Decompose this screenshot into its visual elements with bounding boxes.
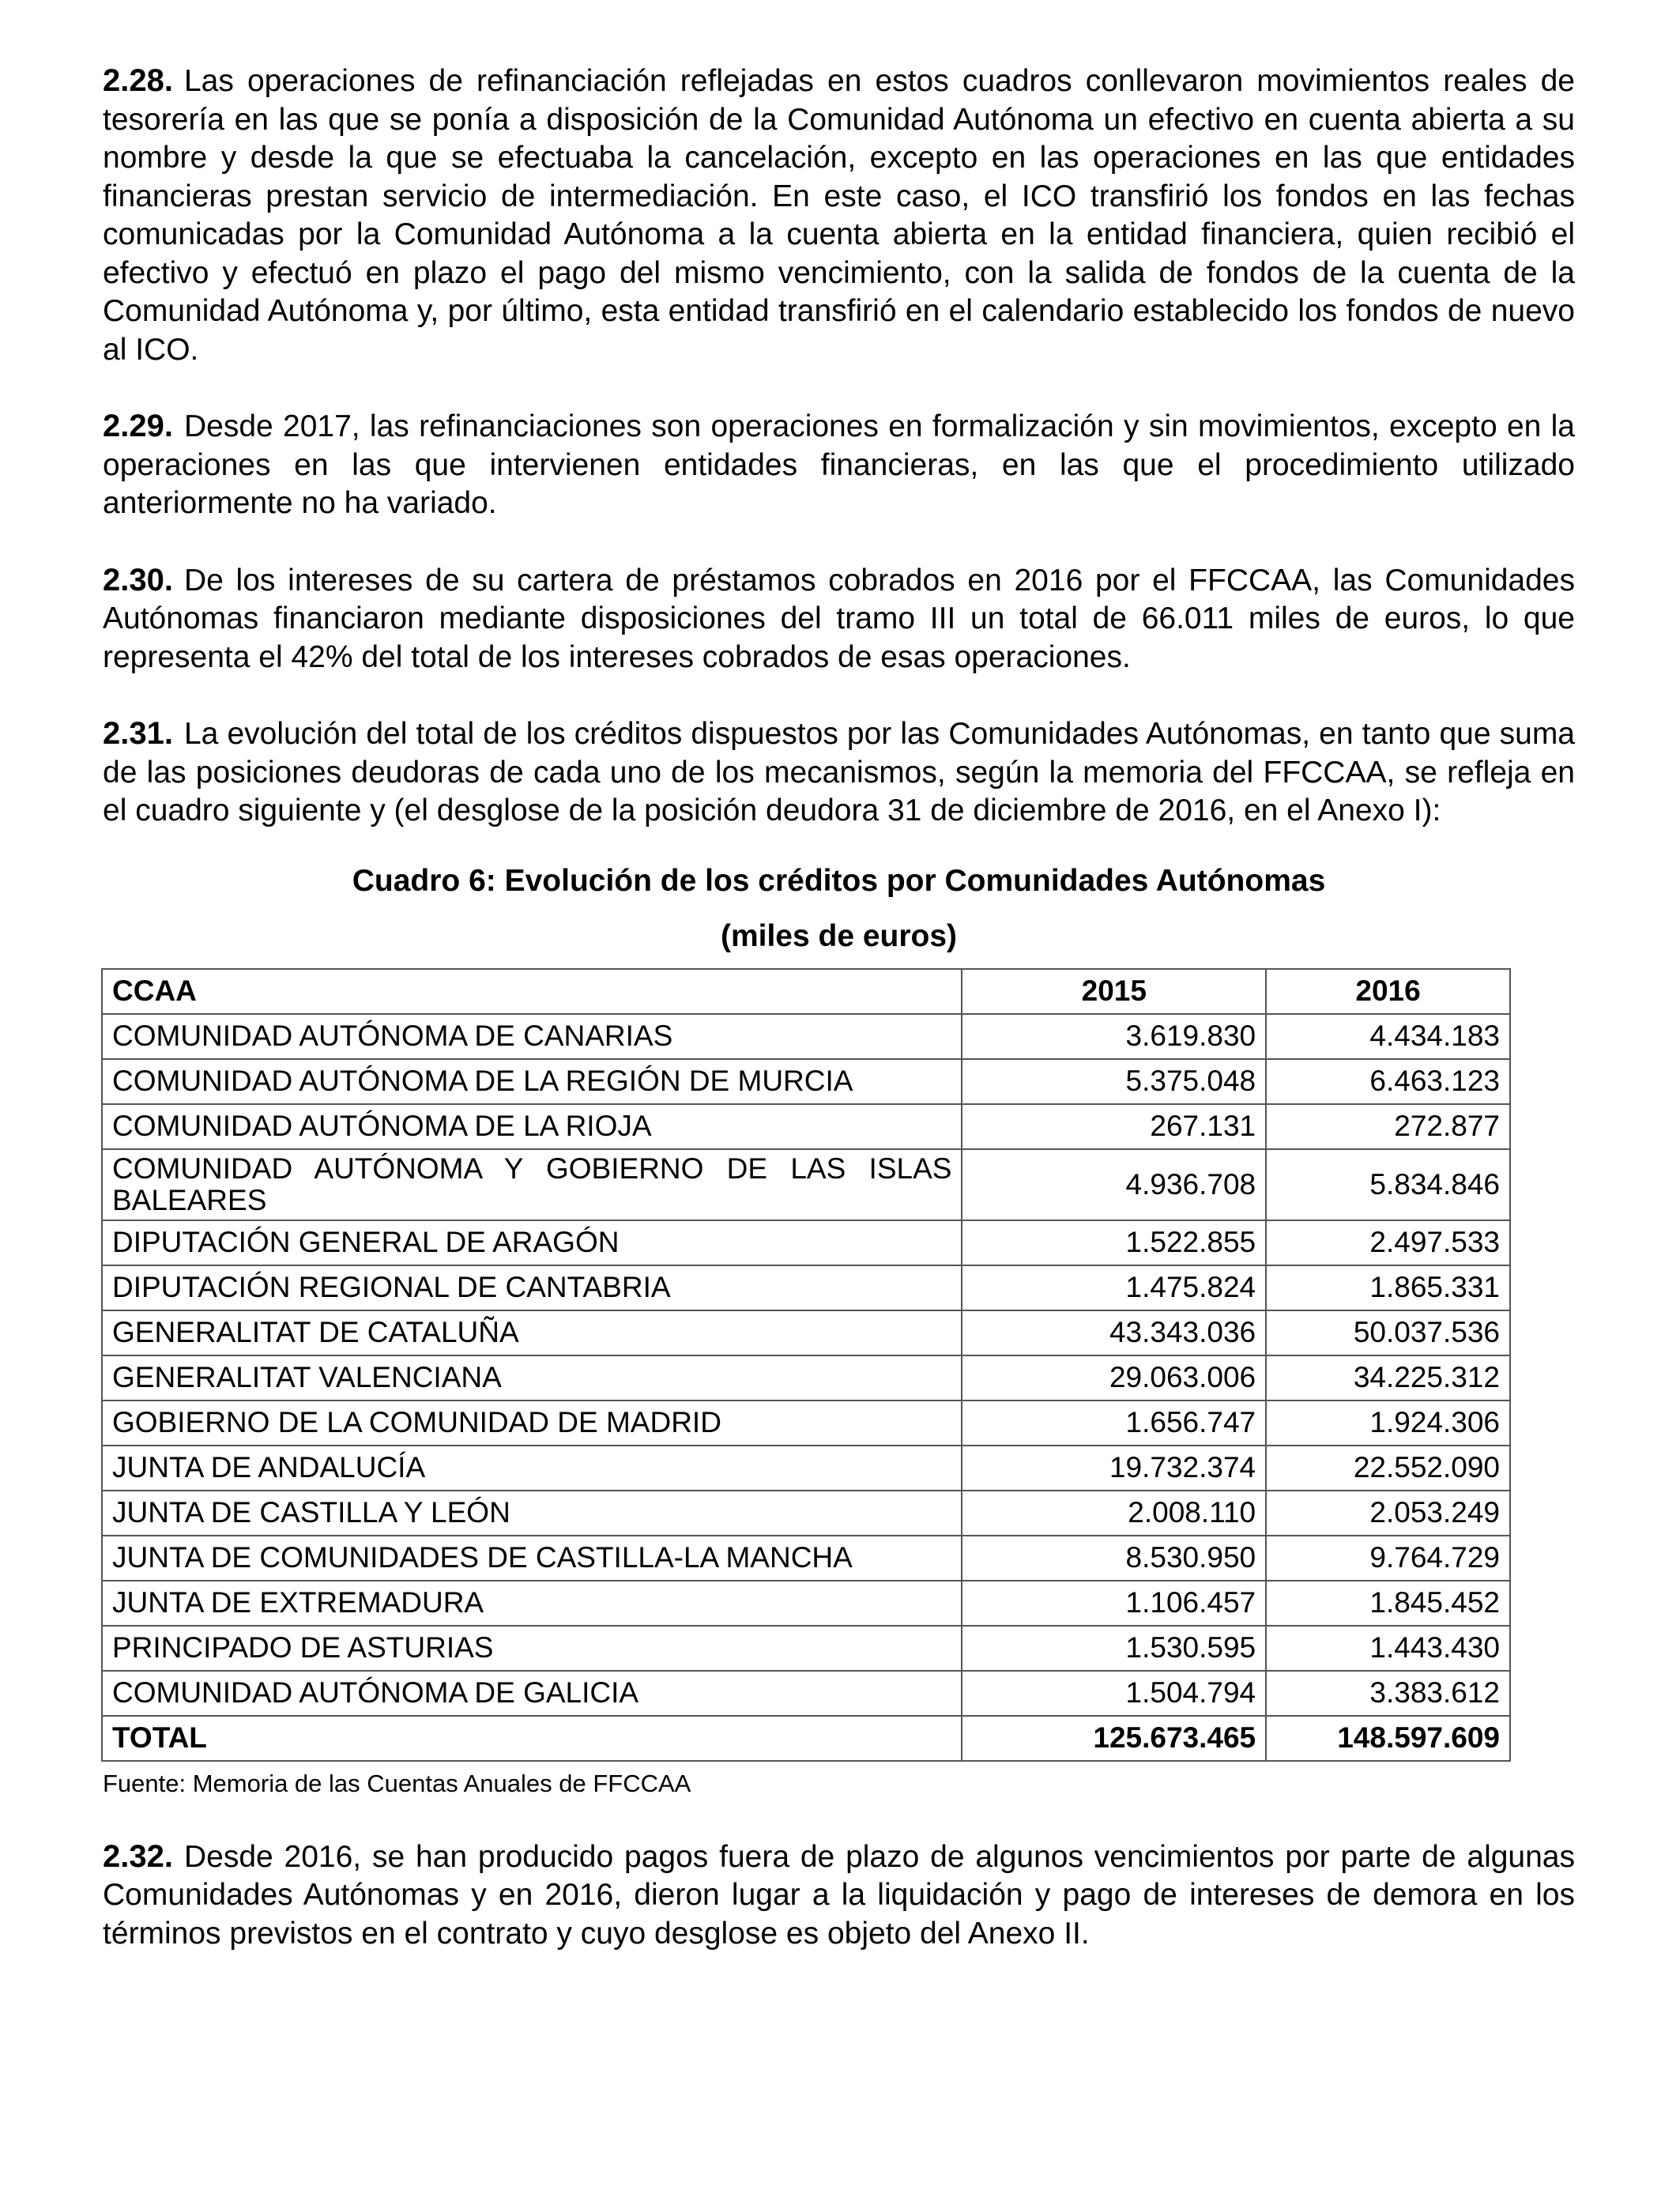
cell-2016: 9.764.729: [1266, 1536, 1510, 1581]
cell-ccaa: JUNTA DE COMUNIDADES DE CASTILLA-LA MANCHA: [102, 1536, 962, 1581]
cell-2015: 1.106.457: [962, 1581, 1266, 1626]
credits-table: [101, 968, 1511, 1762]
cell-ccaa: COMUNIDAD AUTÓNOMA DE LA RIOJA: [102, 1104, 962, 1149]
cell-2016: 3.383.612: [1266, 1671, 1510, 1716]
table-total-row: [102, 1716, 1510, 1761]
table-source-note: Fuente: Memoria de las Cuentas Anuales de FFCCAA: [103, 1769, 691, 1797]
cell-2015: 29.063.006: [962, 1355, 1266, 1400]
cell-ccaa: DIPUTACIÓN GENERAL DE ARAGÓN: [102, 1220, 962, 1265]
table-row: [102, 1671, 1510, 1716]
cell-2015: 1.504.794: [962, 1671, 1266, 1716]
table-row: [102, 1149, 1510, 1220]
paragraph-text: Desde 2017, las refinanciaciones son operaciones en formalización y sin movimientos, excepto en la operaciones en las que intervienen entidades financieras, en las que el procedimiento utilizado anteriormente no ha variado.: [103, 409, 1575, 520]
cell-2015: 1.530.595: [962, 1626, 1266, 1671]
cell-2015: 19.732.374: [962, 1446, 1266, 1491]
cell-2015: 1.522.855: [962, 1220, 1266, 1265]
total-2016: 148.597.609: [1266, 1716, 1510, 1761]
paragraph-text: La evolución del total de los créditos dispuestos por las Comunidades Autónomas, en tanto que suma de las posiciones deudoras de cada uno de los mecanismos, según la memoria del FFCCAA, se refleja en el cuadro siguiente y (el desglose de la posición deudora 31 de diciembre de 2016, en el Anexo I):: [103, 717, 1575, 827]
table-row: [102, 1220, 1510, 1265]
table-row: [102, 1400, 1510, 1446]
paragraph-2-32: [103, 1838, 1575, 1954]
cell-ccaa: DIPUTACIÓN REGIONAL DE CANTABRIA: [102, 1265, 962, 1310]
cell-2015: 267.131: [962, 1104, 1266, 1149]
cell-2016: 2.497.533: [1266, 1220, 1510, 1265]
cell-ccaa: COMUNIDAD AUTÓNOMA DE CANARIAS: [102, 1014, 962, 1059]
total-2015: 125.673.465: [962, 1716, 1266, 1761]
paragraph-2-31: [103, 714, 1575, 831]
cell-2016: 1.924.306: [1266, 1400, 1510, 1446]
cell-2015: 8.530.950: [962, 1536, 1266, 1581]
table-row: [102, 1626, 1510, 1671]
cell-2015: 5.375.048: [962, 1059, 1266, 1104]
cell-ccaa: JUNTA DE ANDALUCÍA: [102, 1446, 962, 1491]
cell-2016: 272.877: [1266, 1104, 1510, 1149]
paragraph-number: 2.31.: [103, 716, 173, 751]
header-2016: 2016: [1266, 969, 1510, 1014]
cell-2015: 3.619.830: [962, 1014, 1266, 1059]
cell-2016: 1.845.452: [1266, 1581, 1510, 1626]
table-row: [102, 1446, 1510, 1491]
cell-ccaa: GENERALITAT DE CATALUÑA: [102, 1310, 962, 1355]
table-row: [102, 1014, 1510, 1059]
cell-ccaa: GENERALITAT VALENCIANA: [102, 1355, 962, 1400]
cell-2016: 1.443.430: [1266, 1626, 1510, 1671]
cell-2015: 4.936.708: [962, 1149, 1266, 1220]
paragraph-number: 2.29.: [103, 409, 173, 443]
cell-ccaa: PRINCIPADO DE ASTURIAS: [102, 1626, 962, 1671]
cell-2016: 1.865.331: [1266, 1265, 1510, 1310]
table-header-row: [102, 969, 1510, 1014]
table-row: [102, 1491, 1510, 1536]
cell-2016: 4.434.183: [1266, 1014, 1510, 1059]
cell-2016: 22.552.090: [1266, 1446, 1510, 1491]
cell-ccaa: JUNTA DE EXTREMADURA: [102, 1581, 962, 1626]
paragraph-number: 2.30.: [103, 562, 173, 598]
paragraph-number: 2.32.: [103, 1838, 173, 1874]
table-row: [102, 1059, 1510, 1104]
paragraph-text: De los intereses de su cartera de préstamos cobrados en 2016 por el FFCCAA, las Comunidades Autónomas financiaron mediante disposiciones del tramo III un total de 66.011 miles de euros, lo que representa el 42% del total de los intereses cobrados de esas operaciones.: [103, 563, 1575, 674]
table-row: [102, 1104, 1510, 1149]
table-subtitle: (miles de euros): [720, 918, 958, 953]
cell-2015: 43.343.036: [962, 1310, 1266, 1355]
cell-2016: 2.053.249: [1266, 1491, 1510, 1536]
cell-ccaa: COMUNIDAD AUTÓNOMA Y GOBIERNO DE LAS ISLAS BALEARES: [102, 1149, 962, 1220]
cell-ccaa: COMUNIDAD AUTÓNOMA DE LA REGIÓN DE MURCIA: [102, 1059, 962, 1104]
table-row: [102, 1310, 1510, 1355]
cell-ccaa: JUNTA DE CASTILLA Y LEÓN: [102, 1491, 962, 1536]
cell-ccaa: GOBIERNO DE LA COMUNIDAD DE MADRID: [102, 1400, 962, 1446]
document-page: [103, 62, 1575, 1953]
paragraph-number: 2.28.: [103, 63, 173, 98]
total-label: TOTAL: [102, 1716, 962, 1761]
paragraph-text: Las operaciones de refinanciación reflejadas en estos cuadros conllevaron movimientos reales de tesorería en las que se ponía a disposición de la Comunidad Autónoma un efectivo en cuenta abierta a su nombre y desde la que se efectuaba la cancelación, excepto en las operaciones en las que entidades financieras prestan servicio de intermediación. En este caso, el ICO transfirió los fondos en las fechas comunicadas por la Comunidad Autónoma a la cuenta abierta en la entidad financiera, quien recibió el efectivo y efectuó en plazo el pago del mismo vencimiento, con la salida de fondos de la cuenta de la Comunidad Autónoma y, por último, esta entidad transfirió en el calendario establecido los fondos de nuevo al ICO.: [103, 64, 1575, 367]
table-row: [102, 1355, 1510, 1400]
cell-2015: 1.656.747: [962, 1400, 1266, 1446]
cell-2015: 2.008.110: [962, 1491, 1266, 1536]
cell-2016: 34.225.312: [1266, 1355, 1510, 1400]
paragraph-text: Desde 2016, se han producido pagos fuera de plazo de algunos vencimientos por parte de algunas Comunidades Autónomas y en 2016, dieron lugar a la liquidación y pago de intereses de demora en los términos previstos en el contrato y cuyo desglose es objeto del Anexo II.: [103, 1839, 1575, 1951]
table-title: Cuadro 6: Evolución de los créditos por Comunidades Autónomas: [352, 863, 1326, 898]
cell-2015: 1.475.824: [962, 1265, 1266, 1310]
table-row: [102, 1536, 1510, 1581]
header-ccaa: CCAA: [102, 969, 962, 1014]
header-2015: 2015: [962, 969, 1266, 1014]
cell-2016: 50.037.536: [1266, 1310, 1510, 1355]
paragraph-2-29: [103, 407, 1575, 523]
cell-ccaa: COMUNIDAD AUTÓNOMA DE GALICIA: [102, 1671, 962, 1716]
cell-2016: 6.463.123: [1266, 1059, 1510, 1104]
table-row: [102, 1581, 1510, 1626]
paragraph-2-28: [103, 62, 1575, 369]
table-row: [102, 1265, 1510, 1310]
paragraph-2-30: [103, 561, 1575, 677]
cell-2016: 5.834.846: [1266, 1149, 1510, 1220]
